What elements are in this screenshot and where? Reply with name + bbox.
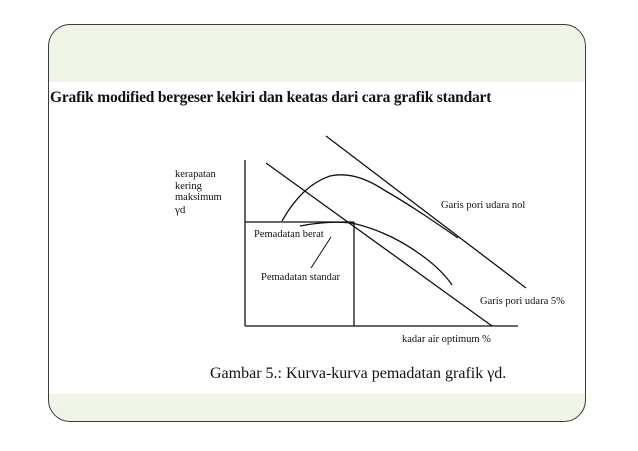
five-percent-air-voids-label: Garis pori udara 5% (480, 296, 565, 307)
zero-air-voids-line (326, 136, 526, 288)
standard-label-leader (311, 237, 331, 268)
zero-air-voids-label: Garis pori udara nol (441, 200, 526, 211)
slide-heading: Grafik modified bergeser kekiri dan keatas dari cara grafik standart (50, 89, 492, 106)
x-axis-label: kadar air optimum % (402, 334, 491, 345)
y-axis-label-line-1: kerapatan (175, 169, 216, 180)
figure-caption: Gambar 5.: Kurva-kurva pemadatan grafik γd. (210, 365, 507, 382)
standard-compaction-label: Pemadatan standar (261, 272, 341, 283)
y-axis-label-line-4: γd (175, 204, 186, 216)
heavy-compaction-label: Pemadatan berat (254, 229, 324, 240)
y-axis-label-line-3: maksimum (175, 192, 222, 203)
y-axis-label-line-2: kering (175, 181, 202, 192)
